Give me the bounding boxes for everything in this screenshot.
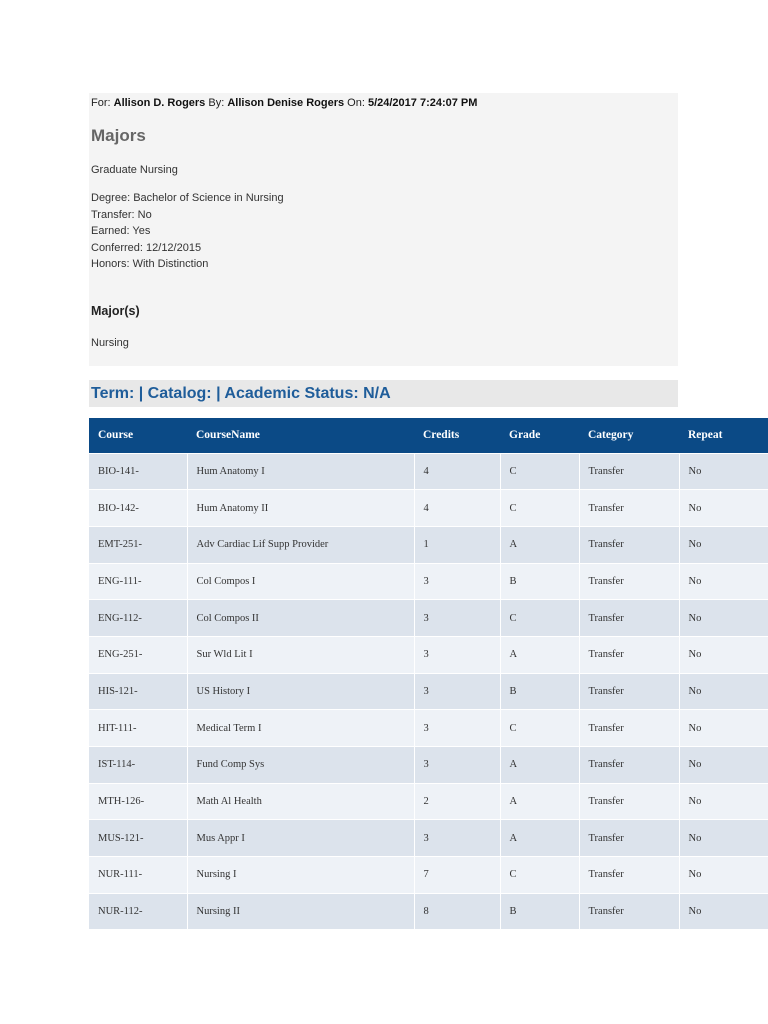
on-label: On: bbox=[347, 97, 365, 109]
course-category: Transfer bbox=[579, 747, 679, 784]
course-credits: 8 bbox=[414, 893, 500, 929]
degree-line: Degree: Bachelor of Science in Nursing bbox=[91, 192, 284, 204]
course-grade: C bbox=[500, 710, 579, 747]
by-name: Allison Denise Rogers bbox=[227, 97, 345, 109]
course-category: Transfer bbox=[579, 453, 679, 490]
course-credits: 3 bbox=[414, 710, 500, 747]
course-repeat: No bbox=[688, 722, 702, 734]
table-row bbox=[89, 453, 768, 490]
course-credits: 3 bbox=[414, 563, 500, 600]
course-name: Medical Term I bbox=[187, 710, 414, 747]
course-grade: C bbox=[500, 600, 579, 637]
col-header-credits: Credits bbox=[423, 429, 460, 442]
course-grade: A bbox=[500, 747, 579, 784]
earned-line: Earned: Yes bbox=[91, 225, 151, 237]
term-heading: Term: | Catalog: | Academic Status: N/A bbox=[91, 385, 391, 402]
col-header-grade: Grade bbox=[509, 429, 541, 442]
course-credits: 3 bbox=[414, 673, 500, 710]
course-credits: 3 bbox=[414, 636, 500, 673]
course-name: Sur Wld Lit I bbox=[187, 636, 414, 673]
conferred-line: Conferred: 12/12/2015 bbox=[91, 241, 202, 254]
course-grade: A bbox=[500, 526, 579, 563]
table-row bbox=[89, 490, 768, 527]
table-row bbox=[89, 747, 768, 784]
course-grade: B bbox=[500, 893, 579, 929]
table-row bbox=[89, 893, 768, 929]
course-grade: A bbox=[500, 820, 579, 857]
course-code: BIO-142- bbox=[89, 490, 187, 527]
course-name: Col Compos I bbox=[187, 563, 414, 600]
course-code: BIO-141- bbox=[89, 453, 187, 490]
course-repeat: No bbox=[688, 685, 702, 697]
course-name: Adv Cardiac Lif Supp Provider bbox=[187, 526, 414, 563]
col-header-category: Category bbox=[588, 429, 634, 442]
course-repeat: No bbox=[688, 575, 702, 587]
course-grade: A bbox=[500, 783, 579, 820]
course-name: Nursing II bbox=[187, 893, 414, 929]
majors-panel bbox=[89, 93, 678, 366]
for-label: For: bbox=[91, 97, 111, 109]
course-repeat: No bbox=[688, 649, 702, 661]
course-repeat: No bbox=[688, 612, 702, 624]
course-grade: C bbox=[500, 857, 579, 894]
col-header-course: Course bbox=[98, 429, 134, 442]
course-repeat: No bbox=[688, 796, 702, 808]
course-grade: B bbox=[500, 563, 579, 600]
for-name: Allison D. Rogers bbox=[113, 97, 206, 109]
course-name: US History I bbox=[187, 673, 414, 710]
course-name: Fund Comp Sys bbox=[187, 747, 414, 784]
course-credits: 7 bbox=[414, 857, 500, 894]
course-repeat: No bbox=[688, 869, 702, 881]
course-code: IST-114- bbox=[89, 747, 187, 784]
course-category: Transfer bbox=[579, 490, 679, 527]
course-table bbox=[89, 418, 768, 929]
majors-title: Majors bbox=[91, 126, 146, 145]
course-code: EMT-251- bbox=[89, 526, 187, 563]
course-table-body bbox=[89, 453, 768, 929]
table-row bbox=[89, 673, 768, 710]
course-category: Transfer bbox=[579, 783, 679, 820]
course-repeat: No bbox=[688, 539, 702, 551]
table-row bbox=[89, 526, 768, 563]
course-name: Nursing I bbox=[187, 857, 414, 894]
course-code: ENG-112- bbox=[89, 600, 187, 637]
table-row bbox=[89, 636, 768, 673]
col-header-coursename: CourseName bbox=[196, 429, 260, 442]
course-category: Transfer bbox=[579, 673, 679, 710]
course-code: HIS-121- bbox=[89, 673, 187, 710]
course-name: Math Al Health bbox=[187, 783, 414, 820]
course-repeat: No bbox=[688, 832, 702, 844]
course-name: Col Compos II bbox=[187, 600, 414, 637]
course-name: Hum Anatomy I bbox=[187, 453, 414, 490]
course-category: Transfer bbox=[579, 893, 679, 929]
course-grade: C bbox=[500, 490, 579, 527]
table-row bbox=[89, 857, 768, 894]
table-header-row bbox=[89, 418, 768, 453]
course-repeat: No bbox=[688, 906, 702, 918]
course-category: Transfer bbox=[579, 857, 679, 894]
term-bar bbox=[89, 380, 678, 407]
course-code: MUS-121- bbox=[89, 820, 187, 857]
table-row bbox=[89, 710, 768, 747]
on-date: 5/24/2017 7:24:07 PM bbox=[367, 97, 478, 109]
course-code: ENG-111- bbox=[89, 563, 187, 600]
table-row bbox=[89, 600, 768, 637]
program-name: Graduate Nursing bbox=[91, 164, 178, 176]
transfer-line: Transfer: No bbox=[91, 208, 152, 221]
course-code: HIT-111- bbox=[89, 710, 187, 747]
course-credits: 4 bbox=[414, 490, 500, 527]
course-category: Transfer bbox=[579, 526, 679, 563]
course-grade: C bbox=[500, 453, 579, 490]
degree-details bbox=[91, 190, 284, 273]
course-category: Transfer bbox=[579, 600, 679, 637]
course-category: Transfer bbox=[579, 820, 679, 857]
course-category: Transfer bbox=[579, 710, 679, 747]
course-name: Hum Anatomy II bbox=[187, 490, 414, 527]
course-code: MTH-126- bbox=[89, 783, 187, 820]
course-code: ENG-251- bbox=[89, 636, 187, 673]
course-credits: 2 bbox=[414, 783, 500, 820]
course-repeat: No bbox=[688, 502, 702, 514]
course-credits: 3 bbox=[414, 600, 500, 637]
audit-info-line bbox=[91, 97, 477, 109]
majors-subtitle: Major(s) bbox=[91, 304, 140, 318]
course-credits: 3 bbox=[414, 747, 500, 784]
course-repeat: No bbox=[688, 465, 702, 477]
by-label: By: bbox=[208, 97, 225, 109]
course-repeat: No bbox=[688, 759, 702, 771]
course-code: NUR-111- bbox=[89, 857, 187, 894]
course-category: Transfer bbox=[579, 636, 679, 673]
course-credits: 1 bbox=[414, 526, 500, 563]
honors-line: Honors: With Distinction bbox=[91, 258, 209, 270]
course-code: NUR-112- bbox=[89, 893, 187, 929]
major-value: Nursing bbox=[91, 337, 129, 349]
table-row bbox=[89, 563, 768, 600]
table-row bbox=[89, 783, 768, 820]
course-credits: 4 bbox=[414, 453, 500, 490]
course-grade: A bbox=[500, 636, 579, 673]
table-row bbox=[89, 820, 768, 857]
course-category: Transfer bbox=[579, 563, 679, 600]
course-credits: 3 bbox=[414, 820, 500, 857]
course-name: Mus Appr I bbox=[187, 820, 414, 857]
col-header-repeat: Repeat bbox=[688, 429, 723, 442]
course-grade: B bbox=[500, 673, 579, 710]
